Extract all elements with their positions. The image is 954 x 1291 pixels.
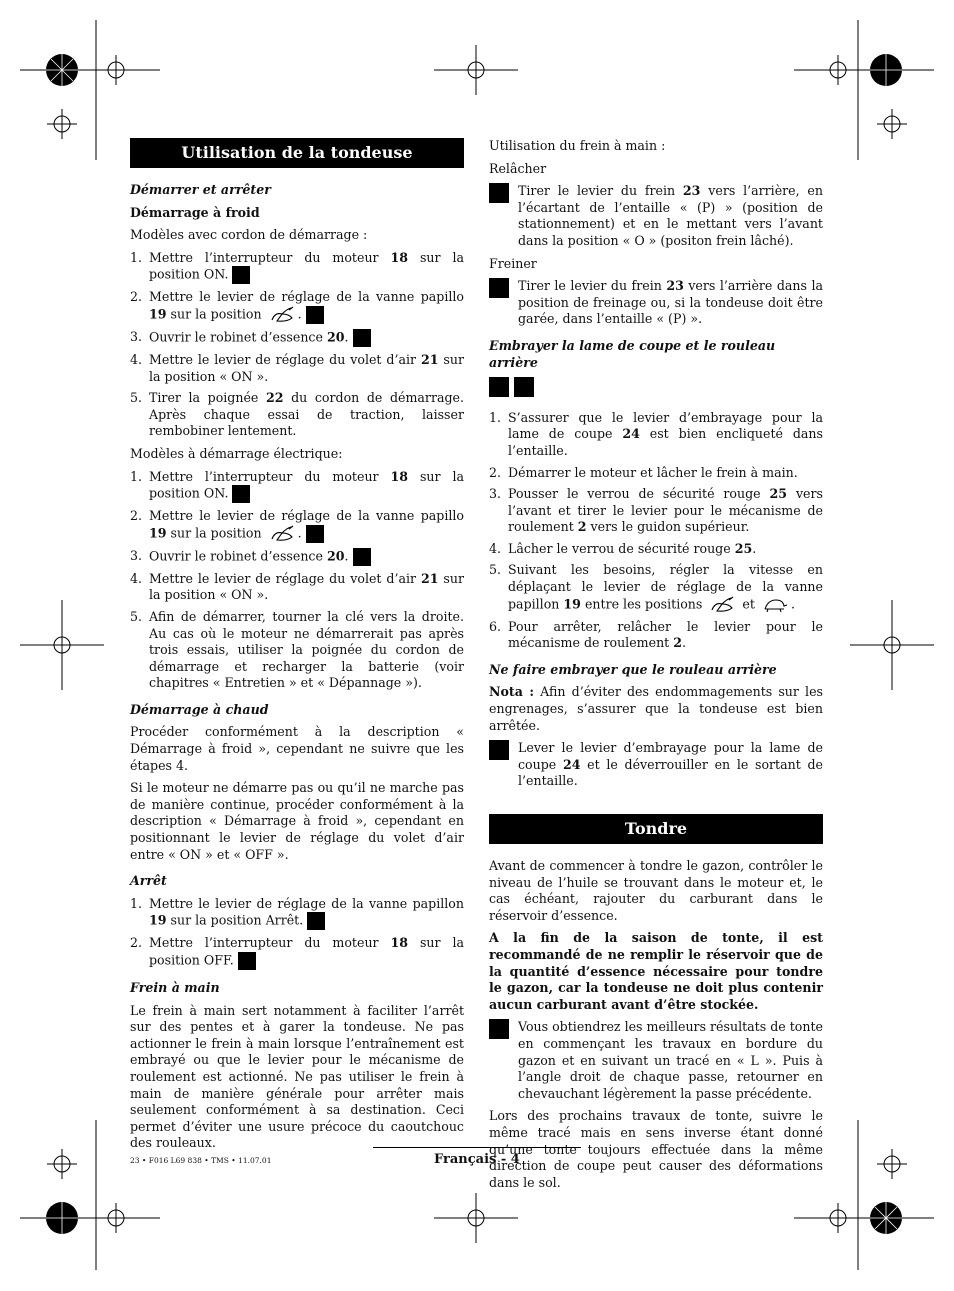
hare-icon — [709, 596, 735, 614]
heading-engage-blade: Embrayer la lame de coupe et le rouleau arrière — [489, 337, 776, 370]
figure-ref-box — [232, 485, 250, 503]
list-item: 4. Mettre le levier de réglage du volet d’air 21 sur la position « ON ». — [130, 570, 464, 603]
handbrake-paragraph: Le frein à main sert notamment à faciliter l’arrêt sur des pentes et à garer la tondeuse. Ne pas actionner le frein à main lorsque l’entraînement est embrayé ou que le levier pour le mécanisme de roulement est actionné. Ne pas utiliser le frein à main de manière générale pour arrêter mais seulement conformément à sa destination. Ceci permet d’éviter une usure précoce du caoutchouc des rouleaux. — [130, 1002, 464, 1151]
heading-cold-start: Démarrage à froid — [130, 204, 260, 220]
list-item: 5. Suivant les besoins, régler la vitesse en déplaçant le levier de réglage de la vanne papillon 19 entre les positions et . — [489, 562, 823, 613]
list-item: 3. Pousser le verrou de sécurité rouge 25 vers l’avant et tirer le levier pour le mécanisme de roulement 2 vers le guidon supérieur. — [489, 486, 823, 535]
figure-ref-box — [353, 329, 371, 347]
engage-list — [489, 410, 823, 652]
heading-warm-start: Démarrage à chaud — [130, 701, 269, 717]
release-label: Relâcher — [489, 160, 547, 176]
figure-ref-box — [306, 306, 324, 324]
figure-ref-box — [232, 266, 250, 284]
tortoise-icon — [762, 597, 788, 613]
list-item: 2. Mettre l’interrupteur du moteur 18 sur la position OFF. — [130, 935, 464, 970]
list-item: 1. Mettre le levier de réglage de la vanne papillon 19 sur la position Arrêt. — [130, 896, 464, 931]
mow-paragraph-1: Avant de commencer à tondre le gazon, contrôler le niveau de l’huile se trouvant dans le moteur et, le cas échéant, rajouter du carburant dans le réservoir d’essence. — [489, 858, 823, 923]
heading-stop: Arrêt — [130, 873, 167, 889]
brake-label: Freiner — [489, 255, 537, 271]
mow-tip: Vous obtiendrez les meilleurs résultats de tonte en commençant les travaux en bordure du gazon et en suivant un tracé en « L ». Puis à l’angle droit de chaque passe, retourner en chevauchant légèrement la passe précédente. — [489, 1019, 823, 1102]
figure-ref-box — [489, 183, 509, 203]
figure-ref-box — [353, 548, 371, 566]
section-title-usage: Utilisation de la tondeuse — [130, 138, 464, 168]
list-item: 1. Mettre l’interrupteur du moteur 18 sur la position ON. — [130, 469, 464, 504]
heading-start-stop: Démarrer et arrêter — [130, 182, 271, 197]
models-electric: Modèles à démarrage électrique: — [130, 445, 343, 461]
list-item: 2. Mettre le levier de réglage de la vanne papillo 19 sur la position . — [130, 508, 464, 543]
figure-ref-box — [489, 278, 509, 298]
figure-ref-box — [306, 525, 324, 543]
page-number: Français - 4 — [434, 1152, 520, 1167]
footer-rule — [373, 1147, 581, 1148]
brake-instruction: Tirer le levier du frein 23 vers l’arrière dans la position de freinage ou, si la tondeuse doit être garée, dans l’entaille « (P) ». — [489, 278, 823, 328]
section-title-mowing: Tondre — [489, 814, 823, 844]
list-item: 3. Ouvrir le robinet d’essence 20. — [130, 548, 464, 566]
handbrake-use: Utilisation du frein à main : — [489, 138, 666, 153]
list-item: 4. Lâcher le verrou de sécurité rouge 25. — [489, 540, 757, 556]
warm-start-p2: Si le moteur ne démarre pas ou qu’il ne marche pas de manière continue, procéder conformément à la description « Démarrage à froid », cependant en positionnant le levier de réglage du volet d’air entre « ON » et « OFF ». — [130, 780, 464, 862]
list-item: 1. Mettre l’interrupteur du moteur 18 sur la position ON. — [130, 250, 464, 285]
hare-icon — [269, 525, 295, 543]
list-item: 3. Ouvrir le robinet d’essence 20. — [130, 329, 464, 347]
release-instruction: Tirer le levier du frein 23 vers l’arrière, en l’écartant de l’entaille « (P) » (position de stationnement) et en le mettant vers l’avant dans la position « O » (positon frein lâché). — [489, 183, 823, 249]
list-item: 1. S’assurer que le levier d’embrayage pour la lame de coupe 24 est bien encliqueté dans l’entaille. — [489, 409, 823, 458]
list-item: 5. Afin de démarrer, tourner la clé vers la droite. Au cas où le moteur ne démarrerait pas après trois essais, utiliser la poignée du cordon de démarrage et recharger la batterie (voir chapitres « Entretien » et « Dépannage »). — [130, 608, 464, 691]
nota: Nota : Afin d’éviter des endommagements sur les engrenages, s’assurer que la tondeuse est bien arrêtée. — [489, 684, 823, 733]
figure-ref-box — [307, 912, 325, 930]
print-code: 23 • F016 L69 838 • TMS • 11.07.01 — [130, 1156, 272, 1165]
hare-icon — [269, 306, 295, 324]
electric-start-list — [130, 469, 464, 692]
cold-start-list — [130, 250, 464, 440]
warm-start-p1: Procéder conformément à la description « Démarrage à froid », cependant ne suivre que les étapes 4. — [130, 724, 464, 773]
lever-instruction: Lever le levier d’embrayage pour la lame de coupe 24 et le déverrouiller en le sortant de l’entaille. — [489, 740, 823, 790]
heading-rear-roller-only: Ne faire embrayer que le rouleau arrière — [489, 661, 777, 677]
mow-paragraph-2: Lors des prochains travaux de tonte, suivre le même tracé mais en sens inverse étant donné qu’une tonte toujours effectuée dans la même direction de coupe peut causer des déformations dans le sol. — [489, 1108, 823, 1190]
stop-list — [130, 896, 464, 970]
models-pull-cord: Modèles avec cordon de démarrage : — [130, 227, 368, 243]
list-item: 5. Tirer la poignée 22 du cordon de démarrage. Après chaque essai de traction, laisser rembobiner lentement. — [130, 390, 464, 439]
figure-ref-boxes — [489, 377, 823, 402]
list-item: 2. Démarrer le moteur et lâcher le frein à main. — [489, 464, 798, 480]
right-column — [489, 138, 823, 1197]
list-item: 6. Pour arrêter, relâcher le levier pour le mécanisme de roulement 2. — [489, 618, 823, 651]
figure-ref-box — [238, 952, 256, 970]
heading-handbrake: Frein à main — [130, 980, 220, 995]
left-column — [130, 138, 464, 1158]
figure-ref-box — [489, 740, 509, 760]
list-item: 2. Mettre le levier de réglage de la vanne papillo 19 sur la position . — [130, 289, 464, 324]
list-item: 4. Mettre le levier de réglage du volet d’air 21 sur la position « ON ». — [130, 351, 464, 384]
mow-warning: A la fin de la saison de tonte, il est recommandé de ne remplir le réservoir que de la quantité d’essence nécessaire pour tondre le gazon, car la tondeuse ne doit plus contenir aucun carburant avant d’être stockée. — [489, 930, 823, 1012]
figure-ref-box — [489, 1019, 509, 1039]
